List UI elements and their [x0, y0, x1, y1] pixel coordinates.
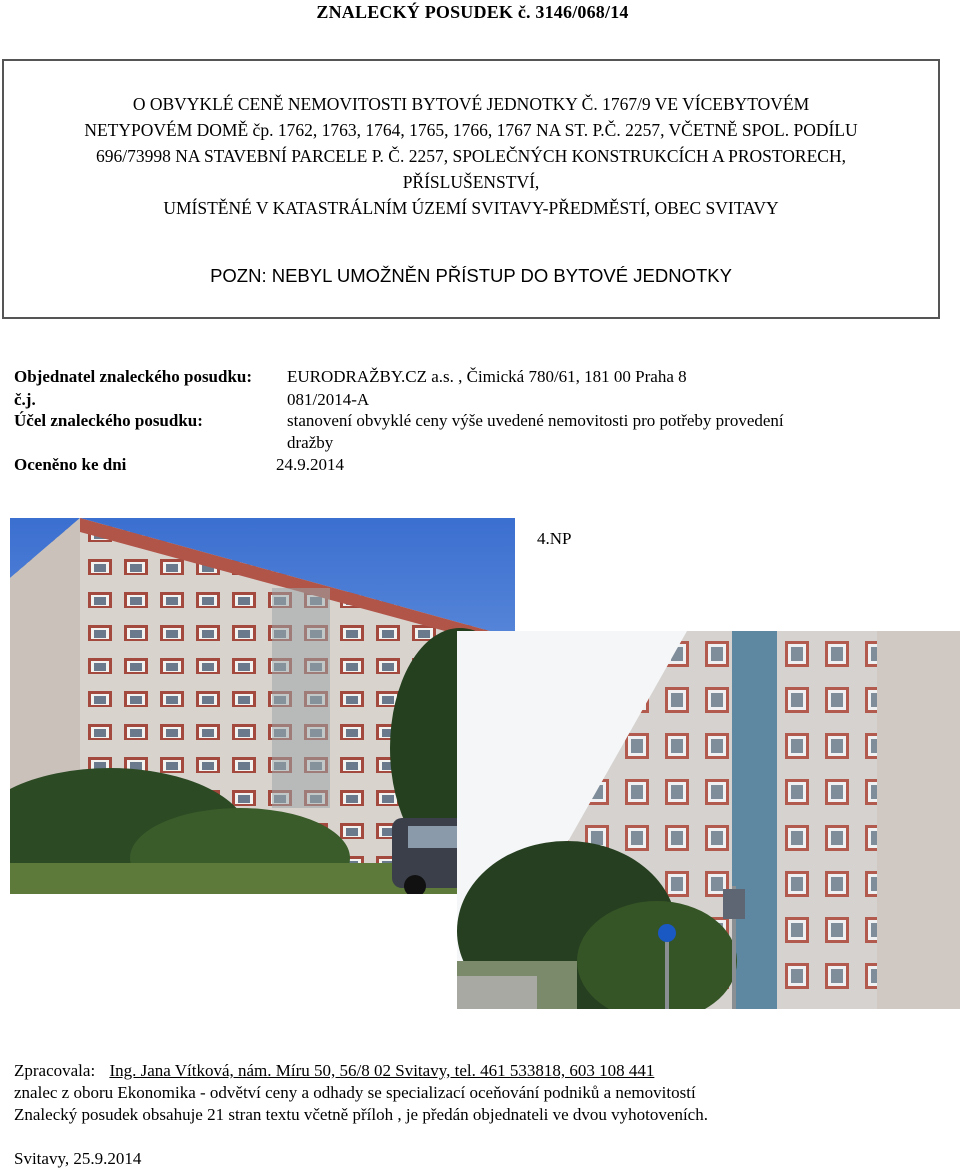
- prepared-by-row: [14, 1061, 654, 1081]
- expert-field-line: znalec z oboru Ekonomika - odvětví ceny a odhady se specializací oceňování podniků a nemovitostí: [14, 1083, 696, 1102]
- purpose-value-line1: stanovení obvyklé ceny výše uvedené nemovitosti pro potřeby provedení: [287, 411, 784, 430]
- prepared-label: Zpracovala:: [14, 1061, 96, 1080]
- heading-line: NETYPOVÉM DOMĚ čp. 1762, 1763, 1764, 1765, 1766, 1767 NA ST. P.Č. 2257, VČETNĚ SPOL. PODÍLU: [84, 120, 858, 140]
- subject-box: [2, 59, 940, 319]
- subject-heading: [4, 91, 938, 221]
- heading-line: O OBVYKLÉ CENĚ NEMOVITOSTI BYTOVÉ JEDNOTKY Č. 1767/9 VE VÍCEBYTOVÉM: [132, 94, 810, 114]
- heading-line: PŘÍSLUŠENSTVÍ,: [402, 172, 540, 192]
- client-value: EURODRAŽBY.CZ a.s. , Čimická 780/61, 181 00 Praha 8: [287, 367, 687, 386]
- document-title: ZNALECKÝ POSUDEK č. 3146/068/14: [316, 2, 629, 22]
- building-photo-1-image: [10, 518, 515, 894]
- report-scope-line: Znalecký posudek obsahuje 21 stran textu včetně příloh , je předán objednateli ve dvou vyhotoveních.: [14, 1105, 708, 1124]
- ref-label: č.j.: [14, 390, 36, 409]
- heading-line: UMÍSTĚNÉ V KATASTRÁLNÍM ÚZEMÍ SVITAVY-PŘEDMĚSTÍ, OBEC SVITAVY: [163, 198, 779, 218]
- prepared-value: Ing. Jana Vítková, nám. Míru 50, 56/8 02 Svitavy, tel. 461 533818, 603 108 441: [109, 1061, 655, 1080]
- purpose-label: Účel znaleckého posudku:: [14, 411, 203, 430]
- building-photo-2-image: [457, 631, 960, 1009]
- floor-label: 4.NP: [537, 529, 572, 548]
- building-photo-2: [457, 631, 960, 1009]
- access-note: POZN: NEBYL UMOŽNĚN PŘÍSTUP DO BYTOVÉ JEDNOTKY: [210, 265, 732, 286]
- building-photo-1: [10, 518, 515, 894]
- place-date: Svitavy, 25.9.2014: [14, 1149, 142, 1168]
- purpose-value-line2: dražby: [287, 433, 334, 452]
- heading-line: 696/73998 NA STAVEBNÍ PARCELE P. Č. 2257, SPOLEČNÝCH KONSTRUKCÍCH A PROSTORECH,: [96, 146, 846, 166]
- date-value: 24.9.2014: [276, 455, 344, 474]
- client-label: Objednatel znaleckého posudku:: [14, 367, 253, 386]
- ref-value: 081/2014-A: [287, 390, 370, 409]
- date-label: Oceněno ke dni: [14, 455, 127, 474]
